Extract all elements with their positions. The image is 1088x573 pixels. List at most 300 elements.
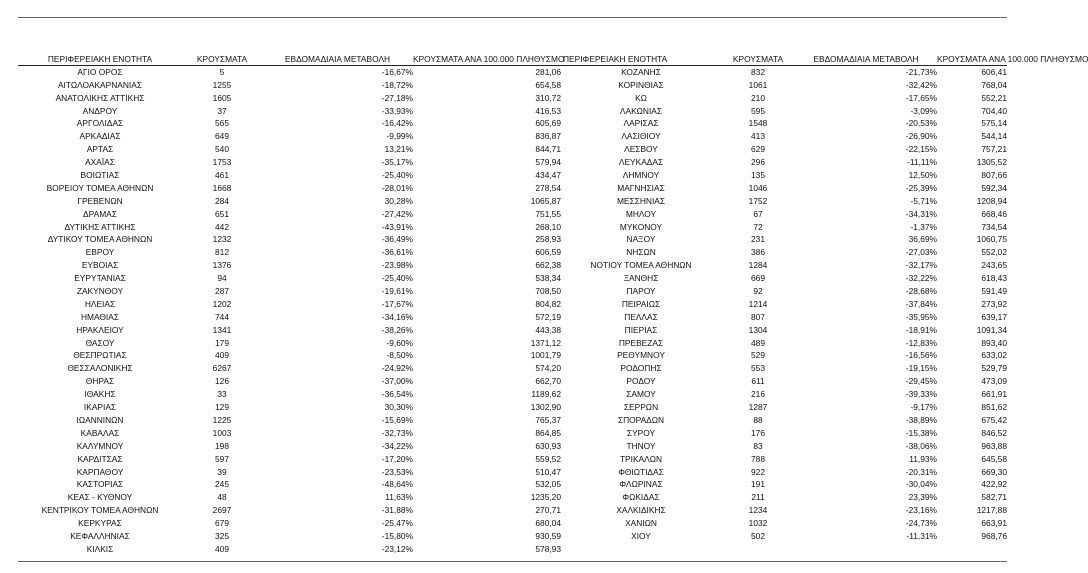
right-weekly-change-cell: -26,90% [905, 131, 937, 142]
left-per-100k-cell: 605,69 [535, 118, 561, 129]
right-region-cell: ΛΑΣΙΘΙΟΥ [621, 131, 661, 142]
left-weekly-change-cell: -17,20% [381, 453, 413, 464]
left-region-cell: ΔΥΤΙΚΟΥ ΤΟΜΕΑ ΑΘΗΝΩΝ [47, 234, 153, 245]
left-cases-cell: 179 [215, 337, 229, 348]
left-region-cell: ΚΑΡΔΙΤΣΑΣ [77, 453, 123, 464]
left-per-100k-cell: 434,47 [535, 170, 561, 181]
left-region-cell: ΚΕΝΤΡΙΚΟΥ ΤΟΜΕΑ ΑΘΗΝΩΝ [41, 505, 159, 516]
left-region-cell: ΑΡΓΟΛΙΔΑΣ [76, 118, 124, 129]
right-region-cell: ΧΙΟΥ [631, 530, 651, 541]
left-cases-cell: 744 [215, 311, 229, 322]
right-weekly-change-cell: -34,31% [905, 208, 937, 219]
right-weekly-change-cell: -19,15% [905, 363, 937, 374]
right-weekly-change-cell: -38,89% [905, 414, 937, 425]
header-per-100k-right: ΚΡΟΥΣΜΑΤΑ ΑΝΑ 100.000 ΠΛΗΘΥΣΜΟ [937, 54, 1088, 64]
left-region-cell: ΖΑΚΥΝΘΟΥ [76, 286, 124, 297]
right-cases-cell: 553 [751, 363, 765, 374]
right-per-100k-cell: 1060,75 [976, 234, 1007, 245]
right-weekly-change-cell: -21,73% [905, 66, 937, 77]
right-region-cell: ΝΑΞΟΥ [626, 234, 656, 245]
right-region-cell: ΡΟΔΟΠΗΣ [620, 363, 662, 374]
left-region-cell: ΘΕΣΣΑΛΟΝΙΚΗΣ [67, 363, 133, 374]
right-per-100k-cell: 734,54 [981, 221, 1007, 232]
left-cases-cell: 1225 [212, 414, 232, 425]
left-region-cell: ΚΕΦΑΛΛΗΝΙΑΣ [70, 530, 130, 541]
right-weekly-change-cell: -20,53% [905, 118, 937, 129]
left-cases-cell: 1003 [212, 427, 232, 438]
left-cases-cell: 1668 [212, 182, 232, 193]
right-per-100k-cell: 243,65 [981, 260, 1007, 271]
right-region-cell [561, 543, 721, 556]
left-per-100k-cell: 1235,20 [530, 492, 561, 503]
right-region-cell: ΚΩ [635, 92, 647, 103]
bottom-rule [18, 561, 1007, 562]
right-per-100k-cell: 663,91 [981, 518, 1007, 529]
left-cases-cell: 37 [217, 105, 227, 116]
left-weekly-change-cell: -23,12% [381, 543, 413, 554]
left-weekly-change-cell: -27,18% [381, 92, 413, 103]
left-per-100k-cell: 532,05 [535, 479, 561, 490]
right-cases-cell: 191 [751, 479, 765, 490]
left-region-cell: ΚΑΡΠΑΘΟΥ [76, 466, 124, 477]
right-per-100k-cell: 633,02 [981, 350, 1007, 361]
right-cases-cell: 296 [751, 157, 765, 168]
left-region-cell: ΚΕΑΣ - ΚΥΘΝΟΥ [67, 492, 133, 503]
left-weekly-change-cell: -18,72% [381, 79, 413, 90]
left-cases-cell: 409 [215, 350, 229, 361]
left-per-100k-cell: 1065,87 [530, 195, 561, 206]
right-weekly-change-cell: -12,83% [905, 337, 937, 348]
left-region-cell: ΔΡΑΜΑΣ [83, 208, 117, 219]
left-cases-cell: 325 [215, 530, 229, 541]
left-region-cell: ΑΝΑΤΟΛΙΚΗΣ ΑΤΤΙΚΗΣ [55, 92, 145, 103]
left-region-cell: ΚΑΛΥΜΝΟΥ [76, 440, 124, 451]
right-cases-cell: 1234 [748, 505, 768, 516]
left-cases-cell: 409 [215, 543, 229, 554]
left-cases-cell: 2697 [212, 505, 232, 516]
right-weekly-change-cell: -11,11% [907, 157, 937, 168]
right-cases-cell: 1284 [748, 260, 768, 271]
right-weekly-change-cell: -28,68% [905, 286, 937, 297]
left-per-100k-cell: 268,10 [535, 221, 561, 232]
right-region-cell: ΣΠΟΡΑΔΩΝ [617, 414, 665, 425]
left-cases-cell: 1255 [212, 79, 232, 90]
left-region-cell: ΒΟΙΩΤΙΑΣ [80, 170, 120, 181]
right-weekly-change-cell: -35,95% [905, 311, 937, 322]
right-cases-cell: 210 [751, 92, 765, 103]
left-per-100k-cell: 662,38 [535, 260, 561, 271]
left-weekly-change-cell: -35,17% [381, 157, 413, 168]
right-weekly-change-cell: -27,03% [905, 247, 937, 258]
right-region-cell: ΣΥΡΟΥ [626, 427, 656, 438]
left-per-100k-cell: 270,71 [535, 505, 561, 516]
header-cases-right: ΚΡΟΥΣΜΑΤΑ [732, 54, 784, 64]
left-weekly-change-cell: -16,42% [381, 118, 413, 129]
left-per-100k-cell: 708,50 [535, 286, 561, 297]
right-region-cell: ΠΡΕΒΕΖΑΣ [618, 337, 664, 348]
left-region-cell: ΕΒΡΟΥ [85, 247, 115, 258]
right-weekly-change-cell: -25,39% [905, 182, 937, 193]
right-region-cell: ΠΕΛΛΑΣ [624, 311, 658, 322]
left-region-cell: ΘΕΣΠΡΩΤΙΑΣ [73, 350, 127, 361]
right-region-cell: ΡΕΘΥΜΝΟΥ [617, 350, 665, 361]
right-cases-cell: 135 [751, 170, 765, 181]
right-weekly-change-cell: -39,33% [905, 389, 937, 400]
left-per-100k-cell: 1302,90 [530, 402, 561, 413]
right-weekly-change-cell: -32,42% [905, 79, 937, 90]
left-weekly-change-cell: -36,54% [381, 389, 413, 400]
left-cases-cell: 6267 [212, 363, 232, 374]
right-weekly-change-cell: 11,93% [909, 453, 937, 464]
right-per-100k-cell: 552,21 [981, 92, 1007, 103]
right-per-100k-cell: 757,21 [981, 144, 1007, 155]
right-region-cell: ΜΑΓΝΗΣΙΑΣ [617, 182, 665, 193]
right-weekly-change-cell: 23,39% [908, 492, 937, 503]
right-weekly-change-cell: 12,50% [908, 170, 937, 181]
right-per-100k-cell: 473,09 [981, 376, 1007, 387]
right-cases-cell: 1304 [748, 324, 768, 335]
right-cases-cell: 72 [753, 221, 763, 232]
left-cases-cell: 565 [215, 118, 229, 129]
right-per-100k-cell: 422,92 [981, 479, 1007, 490]
right-cases-cell: 669 [751, 273, 765, 284]
right-per-100k-cell: 1305,52 [976, 157, 1007, 168]
left-per-100k-cell: 510,47 [535, 466, 561, 477]
left-weekly-change-cell: -16,67% [381, 66, 413, 77]
right-per-100k-cell: 675,42 [981, 414, 1007, 425]
right-per-100k-cell: 807,66 [981, 170, 1007, 181]
left-region-cell: ΕΥΡΥΤΑΝΙΑΣ [74, 273, 126, 284]
right-cases-cell: 67 [753, 208, 763, 219]
header-weekly-change-left: ΕΒΔΟΜΑΔΙΑΙΑ ΜΕΤΑΒΟΛΗ [284, 54, 391, 64]
left-weekly-change-cell: -25,40% [381, 170, 413, 181]
right-per-100k-cell: 893,40 [981, 337, 1007, 348]
left-weekly-change-cell: -19,61% [381, 286, 413, 297]
right-cases-cell: 922 [751, 466, 765, 477]
right-weekly-change-cell: -38,06% [905, 440, 937, 451]
right-region-cell: ΣΑΜΟΥ [626, 389, 656, 400]
left-weekly-change-cell: -24,92% [381, 363, 413, 374]
right-weekly-change-cell: -30,04% [905, 479, 937, 490]
right-region-cell: ΝΟΤΙΟΥ ΤΟΜΕΑ ΑΘΗΝΩΝ [590, 260, 692, 271]
left-region-cell: ΗΡΑΚΛΕΙΟΥ [76, 324, 124, 335]
left-weekly-change-cell: -15,80% [381, 530, 413, 541]
right-region-cell: ΜΕΣΣΗΝΙΑΣ [616, 195, 666, 206]
left-per-100k-cell: 765,37 [535, 414, 561, 425]
right-region-cell: ΛΑΡΙΣΑΣ [623, 118, 659, 129]
left-region-cell: ΕΥΒΟΙΑΣ [81, 260, 119, 271]
left-cases-cell: 1232 [212, 234, 232, 245]
right-per-100k-cell: 618,43 [981, 273, 1007, 284]
right-weekly-change-cell: -17,65% [905, 92, 937, 103]
left-region-cell: ΒΟΡΕΙΟΥ ΤΟΜΕΑ ΑΘΗΝΩΝ [46, 182, 154, 193]
right-region-cell: ΛΑΚΩΝΙΑΣ [619, 105, 663, 116]
left-per-100k-cell: 654,58 [535, 79, 561, 90]
right-weekly-change-cell: -3,09% [910, 105, 937, 116]
right-region-cell: ΦΘΙΩΤΙΔΑΣ [618, 466, 664, 477]
right-per-100k-cell: 846,52 [981, 427, 1007, 438]
left-weekly-change-cell: -8,50% [386, 350, 413, 361]
left-weekly-change-cell: -15,69% [381, 414, 413, 425]
left-per-100k-cell: 443,38 [535, 324, 561, 335]
left-cases-cell: 284 [215, 195, 229, 206]
left-region-cell: ΚΙΛΚΙΣ [86, 543, 114, 554]
left-weekly-change-cell: -25,40% [381, 273, 413, 284]
left-per-100k-cell: 606,59 [535, 247, 561, 258]
right-cases-cell: 231 [751, 234, 765, 245]
right-weekly-change-cell: -15,38% [905, 427, 937, 438]
header-weekly-change-right: ΕΒΔΟΜΑΔΙΑΙΑ ΜΕΤΑΒΟΛΗ [813, 54, 919, 64]
right-weekly-change-cell: -23,16% [905, 505, 937, 516]
left-weekly-change-cell: -17,67% [381, 298, 413, 309]
left-weekly-change-cell: -9,60% [386, 337, 413, 348]
left-region-cell: ΘΗΡΑΣ [85, 376, 115, 387]
header-region-left: ΠΕΡΙΦΕΡΕΙΑΚΗ ΕΝΟΤΗΤΑ [47, 54, 153, 64]
left-cases-cell: 679 [215, 518, 229, 529]
right-cases-cell: 1061 [748, 79, 768, 90]
left-weekly-change-cell: -34,16% [381, 311, 413, 322]
left-weekly-change-cell: -27,42% [381, 208, 413, 219]
right-weekly-change-cell: -18,91% [905, 324, 937, 335]
right-region-cell: ΚΟΖΑΝΗΣ [621, 66, 661, 77]
right-cases-cell: 502 [751, 530, 765, 541]
left-per-100k-cell: 310,72 [535, 92, 561, 103]
right-region-cell: ΣΕΡΡΩΝ [623, 402, 659, 413]
left-per-100k-cell: 578,93 [535, 543, 561, 554]
right-region-cell: ΠΕΙΡΑΙΩΣ [621, 298, 661, 309]
right-per-100k-cell: 1091,34 [976, 324, 1007, 335]
left-cases-cell: 94 [217, 273, 227, 284]
right-per-100k-cell: 768,04 [981, 79, 1007, 90]
right-weekly-change-cell: -37,84% [905, 298, 937, 309]
right-cases-cell: 211 [751, 492, 765, 503]
right-cases-cell: 832 [751, 66, 765, 77]
right-cases-cell: 1548 [748, 118, 768, 129]
left-cases-cell: 245 [215, 479, 229, 490]
left-weekly-change-cell: -31,88% [381, 505, 413, 516]
left-region-cell: ΑΙΤΩΛΟΑΚΑΡΝΑΝΙΑΣ [57, 79, 143, 90]
right-cases-cell: 1046 [748, 182, 768, 193]
right-region-cell: ΛΕΣΒΟΥ [624, 144, 658, 155]
left-region-cell: ΗΛΕΙΑΣ [84, 298, 116, 309]
left-weekly-change-cell: -25,47% [381, 518, 413, 529]
left-cases-cell: 651 [215, 208, 229, 219]
right-weekly-change-cell: -1,37% [910, 221, 937, 232]
left-cases-cell: 1605 [212, 92, 232, 103]
left-weekly-change-cell: 13,21% [384, 144, 413, 155]
right-region-cell: ΦΩΚΙΔΑΣ [622, 492, 660, 503]
right-weekly-change-cell: -5,71% [910, 195, 937, 206]
left-per-100k-cell: 572,19 [535, 311, 561, 322]
right-per-100k-cell: 544,14 [981, 131, 1007, 142]
left-region-cell: ΑΡΤΑΣ [86, 144, 114, 155]
left-weekly-change-cell: -48,64% [381, 479, 413, 490]
right-cases-cell: 1752 [748, 195, 768, 206]
left-cases-cell: 442 [215, 221, 229, 232]
right-cases-cell: 88 [753, 414, 763, 425]
left-per-100k-cell: 416,53 [535, 105, 561, 116]
right-region-cell: ΤΗΝΟΥ [626, 440, 656, 451]
right-cases-cell: 529 [751, 350, 765, 361]
right-per-100k-cell: 552,02 [981, 247, 1007, 258]
right-cases-cell: 92 [753, 286, 763, 297]
left-cases-cell: 198 [215, 440, 229, 451]
right-cases-cell: 1032 [748, 518, 768, 529]
left-region-cell: ΚΑΣΤΟΡΙΑΣ [76, 479, 124, 490]
right-per-100k-cell: 851,62 [981, 402, 1007, 413]
left-cases-cell: 1202 [212, 298, 232, 309]
right-region-cell: ΡΟΔΟΥ [626, 376, 656, 387]
right-cases-cell: 176 [751, 427, 765, 438]
left-weekly-change-cell: 11,63% [385, 492, 413, 503]
left-cases-cell: 126 [215, 376, 229, 387]
left-weekly-change-cell: 30,28% [384, 195, 413, 206]
left-region-cell: ΗΜΑΘΙΑΣ [80, 311, 120, 322]
right-per-100k-cell [937, 543, 1007, 556]
right-region-cell: ΝΗΣΩΝ [626, 247, 656, 258]
right-weekly-change-cell: 36,69% [908, 234, 937, 245]
right-per-100k-cell: 968,76 [981, 530, 1007, 541]
left-per-100k-cell: 804,82 [535, 298, 561, 309]
left-weekly-change-cell: -28,01% [381, 182, 413, 193]
left-cases-cell: 597 [215, 453, 229, 464]
header-per-100k-left: ΚΡΟΥΣΜΑΤΑ ΑΝΑ 100.000 ΠΛΗΘΥΣΜΟ [413, 54, 565, 64]
left-per-100k-cell: 538,34 [535, 273, 561, 284]
right-per-100k-cell: 704,40 [981, 105, 1007, 116]
right-per-100k-cell: 529,79 [981, 363, 1007, 374]
left-per-100k-cell: 579,94 [535, 157, 561, 168]
right-cases-cell: 629 [751, 144, 765, 155]
right-per-100k-cell: 582,71 [981, 492, 1007, 503]
right-cases-cell: 216 [751, 389, 765, 400]
left-per-100k-cell: 278,54 [535, 182, 561, 193]
left-weekly-change-cell: -38,26% [381, 324, 413, 335]
left-cases-cell: 649 [215, 131, 229, 142]
left-cases-cell: 812 [215, 247, 229, 258]
right-region-cell: ΜΥΚΟΝΟΥ [619, 221, 663, 232]
left-weekly-change-cell: -36,49% [381, 234, 413, 245]
right-region-cell: ΧΑΝΙΩΝ [625, 518, 657, 529]
right-region-cell: ΛΕΥΚΑΔΑΣ [618, 157, 664, 168]
right-weekly-change-cell: -9,17% [910, 402, 937, 413]
left-region-cell: ΙΚΑΡΙΑΣ [83, 402, 117, 413]
right-weekly-change-cell: -24,73% [905, 518, 937, 529]
right-per-100k-cell: 963,88 [981, 440, 1007, 451]
left-region-cell: ΚΑΒΑΛΑΣ [80, 427, 120, 438]
cases-table [18, 53, 1088, 556]
left-cases-cell: 1753 [212, 157, 232, 168]
right-cases-cell: 595 [751, 105, 765, 116]
left-per-100k-cell: 836,87 [535, 131, 561, 142]
left-region-cell: ΘΑΣΟΥ [85, 337, 115, 348]
right-cases-cell: 489 [751, 337, 765, 348]
right-region-cell: ΛΗΜΝΟΥ [622, 170, 660, 181]
left-weekly-change-cell: -36,61% [381, 247, 413, 258]
right-region-cell: ΞΑΝΘΗΣ [623, 273, 659, 284]
left-region-cell: ΔΥΤΙΚΗΣ ΑΤΤΙΚΗΣ [64, 221, 136, 232]
left-weekly-change-cell: 30,30% [384, 402, 413, 413]
left-region-cell: ΙΘΑΚΗΣ [84, 389, 116, 400]
right-per-100k-cell: 273,92 [981, 298, 1007, 309]
left-cases-cell: 287 [215, 286, 229, 297]
left-per-100k-cell: 281,06 [535, 66, 561, 77]
right-weekly-change-cell: -16,56% [905, 350, 937, 361]
left-per-100k-cell: 930,59 [535, 530, 561, 541]
header-cases-left: ΚΡΟΥΣΜΑΤΑ [196, 54, 248, 64]
left-weekly-change-cell: -23,98% [381, 260, 413, 271]
left-per-100k-cell: 630,93 [535, 440, 561, 451]
left-region-cell: ΑΧΑΪΑΣ [85, 157, 115, 168]
left-per-100k-cell: 258,93 [535, 234, 561, 245]
left-region-cell: ΑΡΚΑΔΙΑΣ [79, 131, 121, 142]
right-per-100k-cell: 591,49 [981, 286, 1007, 297]
right-weekly-change-cell: -11,31% [906, 530, 937, 541]
right-per-100k-cell: 668,46 [981, 208, 1007, 219]
left-per-100k-cell: 1001,79 [530, 350, 561, 361]
right-per-100k-cell: 669,30 [981, 466, 1007, 477]
right-cases-cell: 611 [751, 376, 765, 387]
top-rule [18, 17, 1007, 18]
right-cases-cell: 807 [751, 311, 765, 322]
header-region-right: ΠΕΡΙΦΕΡΕΙΑΚΗ ΕΝΟΤΗΤΑ [563, 54, 668, 64]
left-per-100k-cell: 864,85 [535, 427, 561, 438]
right-per-100k-cell: 661,91 [981, 389, 1007, 400]
right-cases-cell: 413 [751, 131, 765, 142]
left-per-100k-cell: 662,70 [535, 376, 561, 387]
left-per-100k-cell: 680,04 [535, 518, 561, 529]
right-cases-cell: 1287 [748, 402, 768, 413]
left-weekly-change-cell: -32,73% [381, 427, 413, 438]
right-weekly-change-cell: -20,31% [905, 466, 937, 477]
right-weekly-change-cell: -32,22% [905, 273, 937, 284]
left-weekly-change-cell: -43,91% [381, 221, 413, 232]
right-region-cell: ΠΙΕΡΙΑΣ [624, 324, 658, 335]
left-weekly-change-cell: -23,53% [381, 466, 413, 477]
right-per-100k-cell: 1217,88 [976, 505, 1007, 516]
left-weekly-change-cell: -9,99% [386, 131, 413, 142]
left-region-cell: ΚΕΡΚΥΡΑΣ [78, 518, 122, 529]
right-region-cell: ΦΛΩΡΙΝΑΣ [619, 479, 663, 490]
right-per-100k-cell: 575,14 [981, 118, 1007, 129]
right-region-cell: ΜΗΛΟΥ [625, 208, 657, 219]
left-weekly-change-cell: -37,00% [381, 376, 413, 387]
right-weekly-change-cell [795, 543, 937, 556]
right-weekly-change-cell: -29,45% [905, 376, 937, 387]
right-region-cell: ΚΟΡΙΝΘΙΑΣ [618, 79, 664, 90]
left-cases-cell: 129 [215, 402, 229, 413]
left-per-100k-cell: 559,52 [535, 453, 561, 464]
left-cases-cell: 1376 [212, 260, 232, 271]
right-cases-cell [721, 543, 795, 556]
right-cases-cell: 83 [753, 440, 763, 451]
left-weekly-change-cell: -33,93% [381, 105, 413, 116]
left-cases-cell: 540 [215, 144, 229, 155]
right-region-cell: ΧΑΛΚΙΔΙΚΗΣ [616, 505, 666, 516]
right-region-cell: ΠΑΡΟΥ [626, 286, 656, 297]
left-region-cell: ΑΝΔΡΟΥ [82, 105, 118, 116]
right-cases-cell: 788 [751, 453, 765, 464]
left-per-100k-cell: 574,20 [535, 363, 561, 374]
left-cases-cell: 48 [217, 492, 227, 503]
left-cases-cell: 5 [219, 66, 225, 77]
left-region-cell: ΓΡΕΒΕΝΩΝ [77, 195, 123, 206]
left-cases-cell: 33 [217, 389, 227, 400]
left-per-100k-cell: 1371,12 [530, 337, 561, 348]
right-per-100k-cell: 639,17 [981, 311, 1007, 322]
right-weekly-change-cell: -22,15% [905, 144, 937, 155]
right-per-100k-cell: 645,58 [981, 453, 1007, 464]
right-per-100k-cell: 592,34 [981, 182, 1007, 193]
